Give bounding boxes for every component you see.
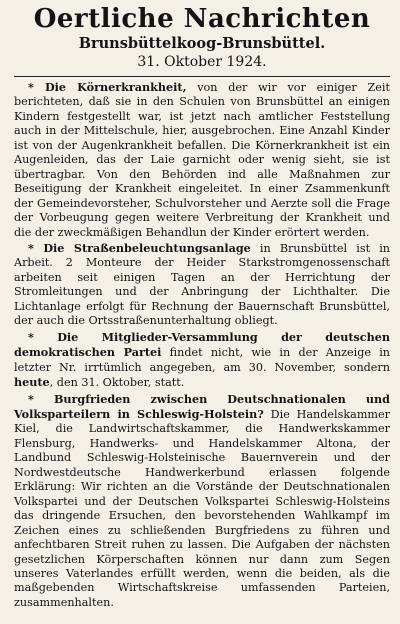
article-emphasis: heute: [14, 375, 50, 390]
article-headline: * Die Mitglieder-Versammlung der deutschen demokratischen Partei: [14, 329, 390, 360]
section-title: Oertliche Nachrichten: [33, 4, 371, 34]
article-body: Die Handelskammer Kiel, die Landwirtschaftskammer, die Handwerkskammer Flensburg, Handwerks- und Handelskammer Altona, der Landbund Schleswig-Holsteinische Bauernverein und der Nordwestdeutsche Handwerkerbund erlassen folgende Erklärung: Wir richten an die Vorstände der Deutschnationalen Volkspartei und der Deutschen Volkspartei Schleswig-Holsteins das dringende Ersuchen, den bevorstehenden Wahlkampf im Zeichen eines zu schließenden Burgfriedens zu führen und anfechtbaren Streit ruhen zu lassen. Die Aufgaben der nächsten gesetzlichen Körperschaften können nur dann zum Segen unseres Vaterlandes erfüllt werden, wenn die beiden, als die maßgebenden Wirtschaftskreise umfassenden Parteien, zusammenhalten.: [14, 407, 390, 609]
section-subtitle: Brunsbüttelkoog-Brunsbüttel.: [78, 35, 326, 52]
masthead: [14, 4, 390, 71]
article-burgfrieden: [14, 392, 390, 611]
issue-date: 31. Oktober 1924.: [137, 54, 267, 70]
article-body-end: , den 31. Oktober, statt.: [49, 376, 185, 390]
article-body: in Brunsbüttel ist in Arbeit. 2 Monteure der Heider Starkstromgenossenschaft arbeiten seit einigen Tagen an der Herrichtung der Stromleitungen und der Anbringung der Lichthalter. Die Lichtanlage erfolgt für Rechnung der Bauernschaft Brunsbüttel, der auch die Ortsstraßenunterhaltung obliegt.: [14, 241, 390, 328]
article-mitgliederversammlung: [14, 330, 390, 391]
header-rule: [14, 76, 390, 77]
article-koernerkrankheit: [14, 80, 390, 240]
article-headline: * Die Straßenbeleuchtungsanlage: [28, 240, 251, 255]
article-headline: * Die Körnerkrankheit,: [28, 80, 187, 94]
article-body: findet nicht, wie in der Anzeige in letzter Nr. irrtümlich angegeben, am 30. November, sondern: [14, 346, 390, 374]
article-body: von der wir vor einiger Zeit berichteten, daß sie in den Schulen von Brunsbüttel an einigen Kindern festgestellt war, ist jetzt nach amtlicher Feststellung auch in der Mittelschule, hier, ausgebrochen. Eine Anzahl Kinder ist von der Augenkrankheit befallen. Die Körnerkrankheit ist ein Augenleiden, das der Laie garnicht oder wenig sieht, sie ist übertragbar. Von den Behörden ind alle Maßnahmen zur Beseitigung der Krankheit eingeleitet. In einer Zsammenkunft der Gemeindevorsteher, Schulvorsteher und Aerzte soll die Frage der Vorbeugung gegen weitere Verbreitung der Krankheit und die der zweckmäßigen Behandlun der Kinder erörtert werden.: [14, 81, 390, 239]
article-strassenbeleuchtung: [14, 241, 390, 329]
article-headline: * Burgfrieden zwischen Deutschnationalen und Volksparteilern in Schleswig-Holstein?: [14, 391, 390, 421]
